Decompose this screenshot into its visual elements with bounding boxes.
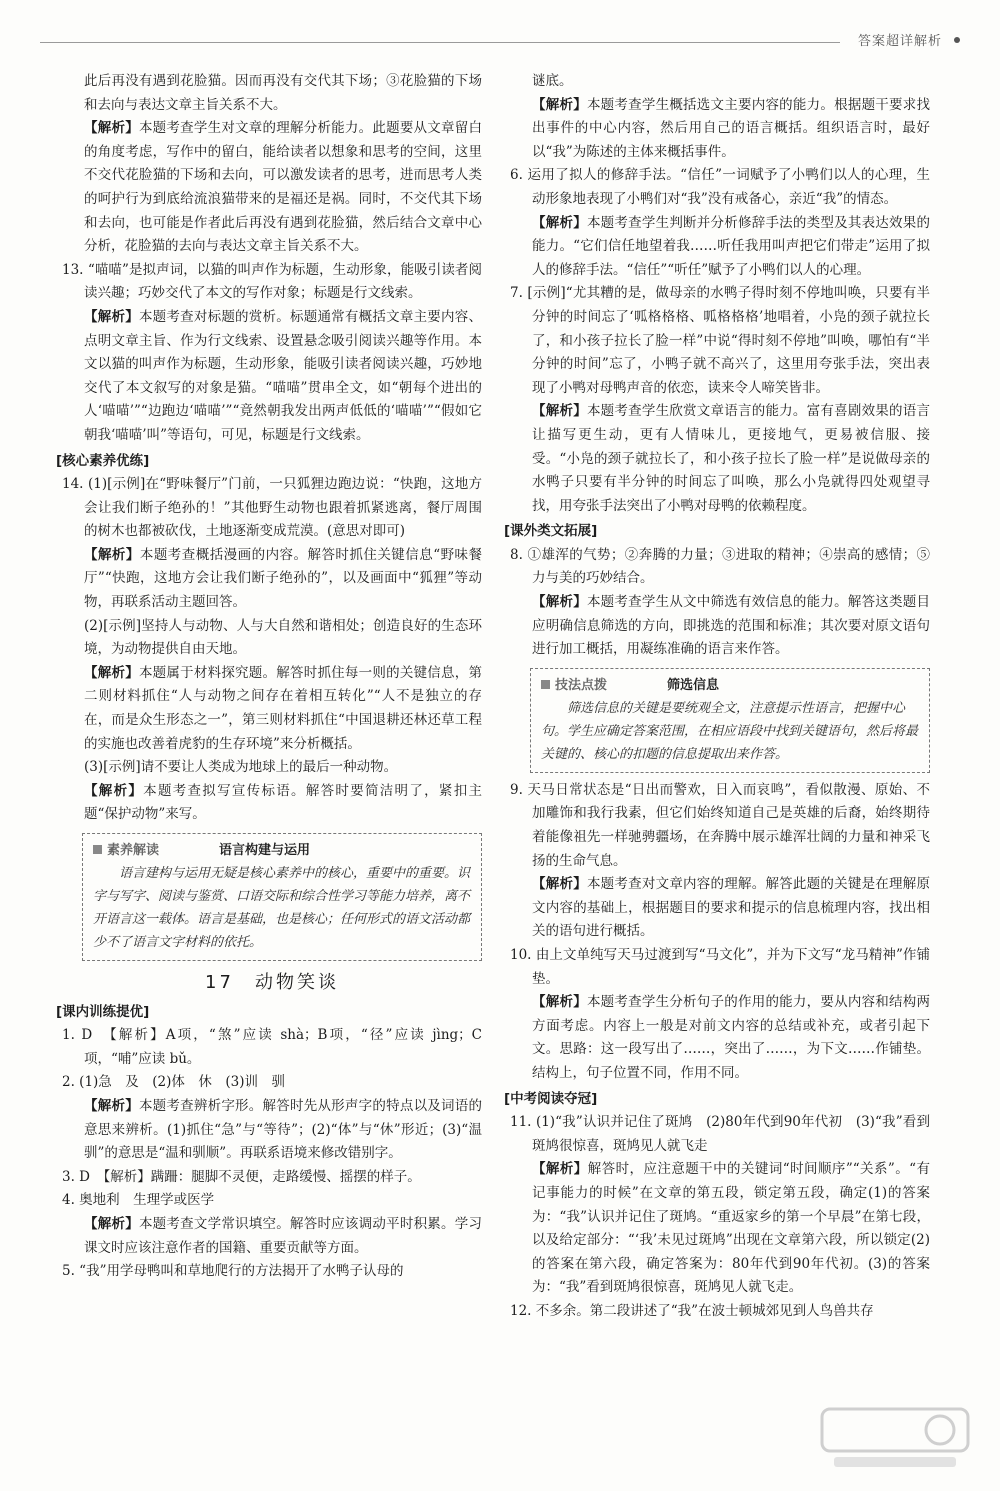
- paragraph-text: 本题考查辨析字形。解答时先从形声字的特点以及词语的意思来辨析。(1)抓住“急”与“等待”；(2)“体”与“休”形近；(3)“温驯”的意思是“温和驯顺”。再联系语境来修改错别字。: [84, 1097, 483, 1162]
- tip-box-text: 语言建构与运用无疑是核心素养中的核心，重要中的重要。识字与写字、阅读与鉴赏、口语交际和综合性学习等能力培养，离不开语言这一载体。语言是基础，也是核心；任何形式的语文活动都少不了语言文字材料的依托。: [93, 866, 471, 950]
- analysis-tag: 【解析】: [532, 994, 587, 1011]
- answer-paragraph: [510, 991, 930, 1085]
- paragraph-text: 14. (1)[示例]在“野味餐厅”门前，一只狐狸边跑边说：“快跑，这地方会让我们断子绝孙的！”其他野生动物也跟着抓紧逃离，餐厅周围的树木也都被砍伐，土地逐渐变成荒漠。(意思对即可): [62, 476, 482, 540]
- paragraph-text: 本题考查学生欣赏文章语言的能力。富有喜剧效果的语言让描写更生动，更有人情味儿，更接地气，更易被信服、接受。“小凫的颈子就拉长了，和小孩子拉长了脸一样”是说做母亲的水鸭子只要有半分钟的时间忘了叫唤，那么小凫就得四处观望寻找，用夸张手法突出了小鸭对母鸭的依赖程度。: [532, 403, 931, 514]
- square-icon: [93, 845, 102, 854]
- answer-paragraph: [62, 1189, 482, 1213]
- analysis-tag: 【解析】: [532, 876, 587, 893]
- answer-paragraph: [62, 70, 482, 117]
- section-heading: [核心素养优练]: [56, 452, 150, 469]
- answer-paragraph: [510, 212, 930, 283]
- analysis-tag: 【解析】: [532, 594, 587, 611]
- answer-paragraph: [510, 94, 930, 165]
- tip-box-header: [541, 674, 919, 697]
- paragraph-text: 13. “喵喵”是拟声词，以猫的叫声作为标题，生动形象，能吸引读者阅读兴趣；巧妙交代了本文的写作对象；标题是行文线索。: [62, 261, 482, 302]
- analysis-tag: 【解析】: [84, 782, 144, 799]
- square-icon: [541, 680, 550, 689]
- paragraph-text: 10. 由上文单纯写天马过渡到写“马文化”，并为下文写“龙马精神”作铺垫。: [510, 947, 930, 987]
- paragraph-text: 2. (1)急 及 (2)体 休 (3)训 驯: [62, 1074, 286, 1091]
- tip-box-text: 筛选信息的关键是要统观全文，注意提示性语言，把握中心句。学生应确定答案范围，在相应语段中找到关键语句，然后将最关键的、核心的扣题的信息提取出来作答。: [541, 700, 919, 762]
- paragraph-text: 本题考查学生判断并分析修辞手法的类型及其表达效果的能力。“它们信任地望着我……听任我用叫声把它们带走”运用了拟人的修辞手法。“信任”“听任”赋予了小鸭们以人的心理。: [532, 214, 931, 278]
- section-heading: [课外类文拓展]: [504, 523, 598, 540]
- answer-paragraph: [62, 756, 482, 780]
- answer-paragraph: [62, 662, 482, 756]
- paragraph-text: 5. “我”用学母鸭叫和草地爬行的方法揭开了水鸭子认母的: [62, 1263, 404, 1280]
- answer-paragraph: [510, 1158, 930, 1300]
- analysis-tag: 【解析】: [84, 120, 139, 137]
- analysis-tag: 【解析】: [532, 96, 587, 113]
- paragraph-text: 本题考查学生概括选文主要内容的能力。根据题干要求找出事件的中心内容，然后用自己的语言概括。组织语言时，最好以“我”为陈述的主体来概括事件。: [532, 96, 931, 160]
- tip-box-label: 技法点拨: [555, 677, 608, 693]
- right-column: [504, 70, 931, 1324]
- answer-paragraph: [62, 1166, 482, 1190]
- paragraph-text: 此后再没有遇到花脸猫。因而再没有交代其下场；③花脸猫的下场和去向与表达文章主旨关系不大。: [84, 73, 482, 113]
- answer-paragraph: [510, 164, 930, 211]
- answer-paragraph: [62, 1071, 482, 1095]
- paragraph-text: 7. [示例]“尤其糟的是，做母亲的水鸭子得时刻不停地叫唤，只要有半分钟的时间忘了‘呱格格格、呱格格格’地唱着，小凫的颈子就拉长了，和小孩子拉长了脸一样”中说“得时刻不停地”叫唤，哪怕有“半分钟的时间”忘了，小鸭子就不高兴了，这里用夸张手法，突出表现了小鸭对母鸭声音的依恋，读来令人啼笑皆非。: [510, 285, 930, 396]
- paragraph-text: 11. (1)“我”认识并记住了斑鸠 (2)80年代到90年代初 (3)“我”看到斑鸠很惊喜，斑鸠见人就飞走: [510, 1114, 930, 1154]
- paragraph-text: 1. D 【解析】A项，“煞”应读 shà；B项，“径”应读 jìng；C项，“哺”应读 bǔ。: [62, 1027, 482, 1067]
- answer-paragraph: [62, 544, 482, 615]
- answer-paragraph: [510, 400, 930, 518]
- answer-paragraph: [62, 1095, 482, 1166]
- paragraph-text: 3. D 【解析】蹒跚：腿脚不灵便，走路缓慢、摇摆的样子。: [62, 1168, 421, 1185]
- section-heading: [中考阅读夺冠]: [504, 1090, 598, 1107]
- paragraph-text: 本题属于材料探究题。解答时抓住每一则的关键信息，第二则材料抓住“人与动物之间存在着相互转化”“人不是独立的存在，而是众生形态之一”，第三则材料抓住“中国退耕还林还草工程的实施也改善着虎豹的生存环境”来分析概括。: [84, 664, 483, 752]
- paragraph-text: 解答时，应注意题干中的关键词“时间顺序”“关系”。“有记事能力的时候”在文章的第五段，锁定第五段，确定(1)的答案为：“我”认识并记住了斑鸠。“重返家乡的第一个早晨”在第七段，以及给定部分：“‘我’未见过斑鸠”出现在文章第六段，所以锁定(2)的答案在第六段，确定答案为：80年代到90年代初。(3)的答案为：“我”看到斑鸠很惊喜，斑鸠见人就飞走。: [532, 1161, 931, 1296]
- answer-paragraph: [510, 873, 930, 944]
- tip-box-title: 语言构建与运用: [219, 843, 311, 858]
- paragraph-text: (3)[示例]请不要让人类成为地球上的最后一种动物。: [84, 759, 398, 776]
- paragraph-text: 本题考查文学常识填空。解答时应该调动平时积累。学习课文时应该注意作者的国籍、重要贡献等方面。: [84, 1215, 483, 1256]
- answer-paragraph: [62, 1213, 482, 1260]
- paragraph-text: 12. 不多余。第二段讲述了“我”在波士顿城郊见到人鸟兽共存: [510, 1302, 874, 1319]
- answer-paragraph: [510, 1111, 930, 1158]
- paragraph-text: 本题考查概括漫画的内容。解答时抓住关键信息“野味餐厅”“快跑，这地方会让我们断子绝孙的”，以及画面中“狐狸”等动物，再联系活动主题回答。: [84, 546, 482, 611]
- paragraph-text: 本题考查对标题的赏析。标题通常有概括文章主要内容、点明文章主旨、作为行文线索、设置悬念吸引阅读兴趣等作用。本文以猫的叫声作为标题，生动形象，能吸引读者阅读兴趣，巧妙地交代了本文叙写的对象是猫。“喵喵”贯串全文，如“朝每个进出的人‘喵喵’”“边跑边‘喵喵’”“竟然朝我发出两声低低的‘喵喵’”“假如它朝我‘喵喵’叫”等语句，可见，标题是行文线索。: [84, 308, 483, 443]
- tip-box-label: 素养解读: [107, 843, 160, 858]
- analysis-tag: 【解析】: [84, 308, 139, 325]
- answer-paragraph: [510, 1300, 930, 1324]
- paragraph-text: 9. 天马日常状态是“日出而警欢，日入而哀鸣”，看似散漫、原始、不加雕饰和我行我素，但它们始终知道自己是英雄的后裔，始终期待着能像祖先一样驰骋疆场，在奔腾中展示雄浑壮阔的力量和神采飞扬的生命气息。: [510, 781, 930, 869]
- analysis-tag: 【解析】: [84, 664, 139, 681]
- paragraph-text: 本题考查学生分析句子的作用的能力，要从内容和结构两方面考虑。内容上一般是对前文内容的总结或补充，或者引起下文。思路：这一段写出了……，突出了……，为下文……作铺垫。结构上，句子位置不同，作用不同。: [532, 994, 931, 1081]
- analysis-tag: 【解析】: [532, 1161, 588, 1178]
- answer-paragraph: [62, 306, 482, 448]
- answer-paragraph: [62, 780, 482, 827]
- answer-paragraph: [62, 615, 482, 662]
- answer-paragraph: [62, 1024, 482, 1071]
- answer-paragraph: [62, 473, 482, 544]
- paragraph-text: 谜底。: [532, 73, 573, 89]
- paragraph-text: 本题考查对文章内容的理解。解答此题的关键是在理解原文内容的基础上，根据题目的要求和提示的信息梳理内容，找出相关的语句进行概括。: [532, 876, 931, 940]
- paragraph-text: 4. 奥地利 生理学或医学: [62, 1192, 215, 1209]
- paragraph-text: 6. 运用了拟人的修辞手法。“信任”一词赋予了小鸭们以人的心理，生动形象地表现了小鸭们对“我”没有戒备心，亲近“我”的情态。: [510, 167, 930, 207]
- header-title: 答案超详解析: [857, 34, 942, 49]
- answer-paragraph: [510, 944, 930, 991]
- analysis-tag: 【解析】: [84, 546, 140, 563]
- answer-paragraph: [62, 259, 482, 306]
- watermark-logo: [820, 1403, 970, 1473]
- answer-paragraph: [510, 282, 930, 400]
- paragraph-text: 本题考查学生从文中筛选有效信息的能力。解答这类题目应明确信息筛选的方向，即挑选的范围和标准；其次要对原文语句进行加工概括，用凝练准确的语言来作答。: [532, 594, 931, 658]
- tip-box-header: [93, 839, 471, 862]
- answer-paragraph: [510, 779, 930, 873]
- analysis-tag: 【解析】: [84, 1097, 139, 1114]
- paragraph-text: 本题考查学生对文章的理解分析能力。此题要从文章留白的角度考虑，写作中的留白，能给读者以想象和思考的空间，这里不交代花脸猫的下场和去向，可以激发读者的思考，进而思考人类的呵护行为到底给流浪猫带来的是福还是祸。同时，不交代其下场和去向，也可能是作者此后再没有遇到花脸猫，然后结合文章中心分析，花脸猫的去向与表达文章主旨关系不大。: [84, 120, 483, 255]
- answer-paragraph: [510, 544, 930, 591]
- analysis-tag: 【解析】: [84, 1215, 139, 1232]
- left-column: [56, 70, 483, 1284]
- header-dot: [954, 37, 960, 43]
- page-header: [40, 20, 960, 60]
- answer-paragraph: [510, 70, 930, 94]
- analysis-tag: 【解析】: [532, 214, 587, 231]
- answer-paragraph: [62, 117, 482, 259]
- analysis-tag: 【解析】: [532, 403, 587, 420]
- paragraph-text: 本题考查拟写宣传标语。解答时要简洁明了，紧扣主题“保护动物”来写。: [84, 782, 483, 823]
- header-rule: [40, 42, 840, 43]
- tip-box: [82, 833, 482, 961]
- answer-paragraph: [62, 1260, 482, 1284]
- chapter-title: 17 动物笑谈: [205, 972, 339, 993]
- tip-box: [530, 668, 930, 773]
- section-heading: [课内训练提优]: [56, 1003, 150, 1020]
- answer-paragraph: [510, 591, 930, 662]
- tip-box-title: 筛选信息: [667, 677, 720, 693]
- paragraph-text: (2)[示例]坚持人与动物、人与大自然和谐相处；创造良好的生态环境，为动物提供自由天地。: [84, 617, 482, 658]
- paragraph-text: 8. ①雄浑的气势；②奔腾的力量；③进取的精神；④崇高的感情；⑤力与美的巧妙结合。: [510, 546, 930, 587]
